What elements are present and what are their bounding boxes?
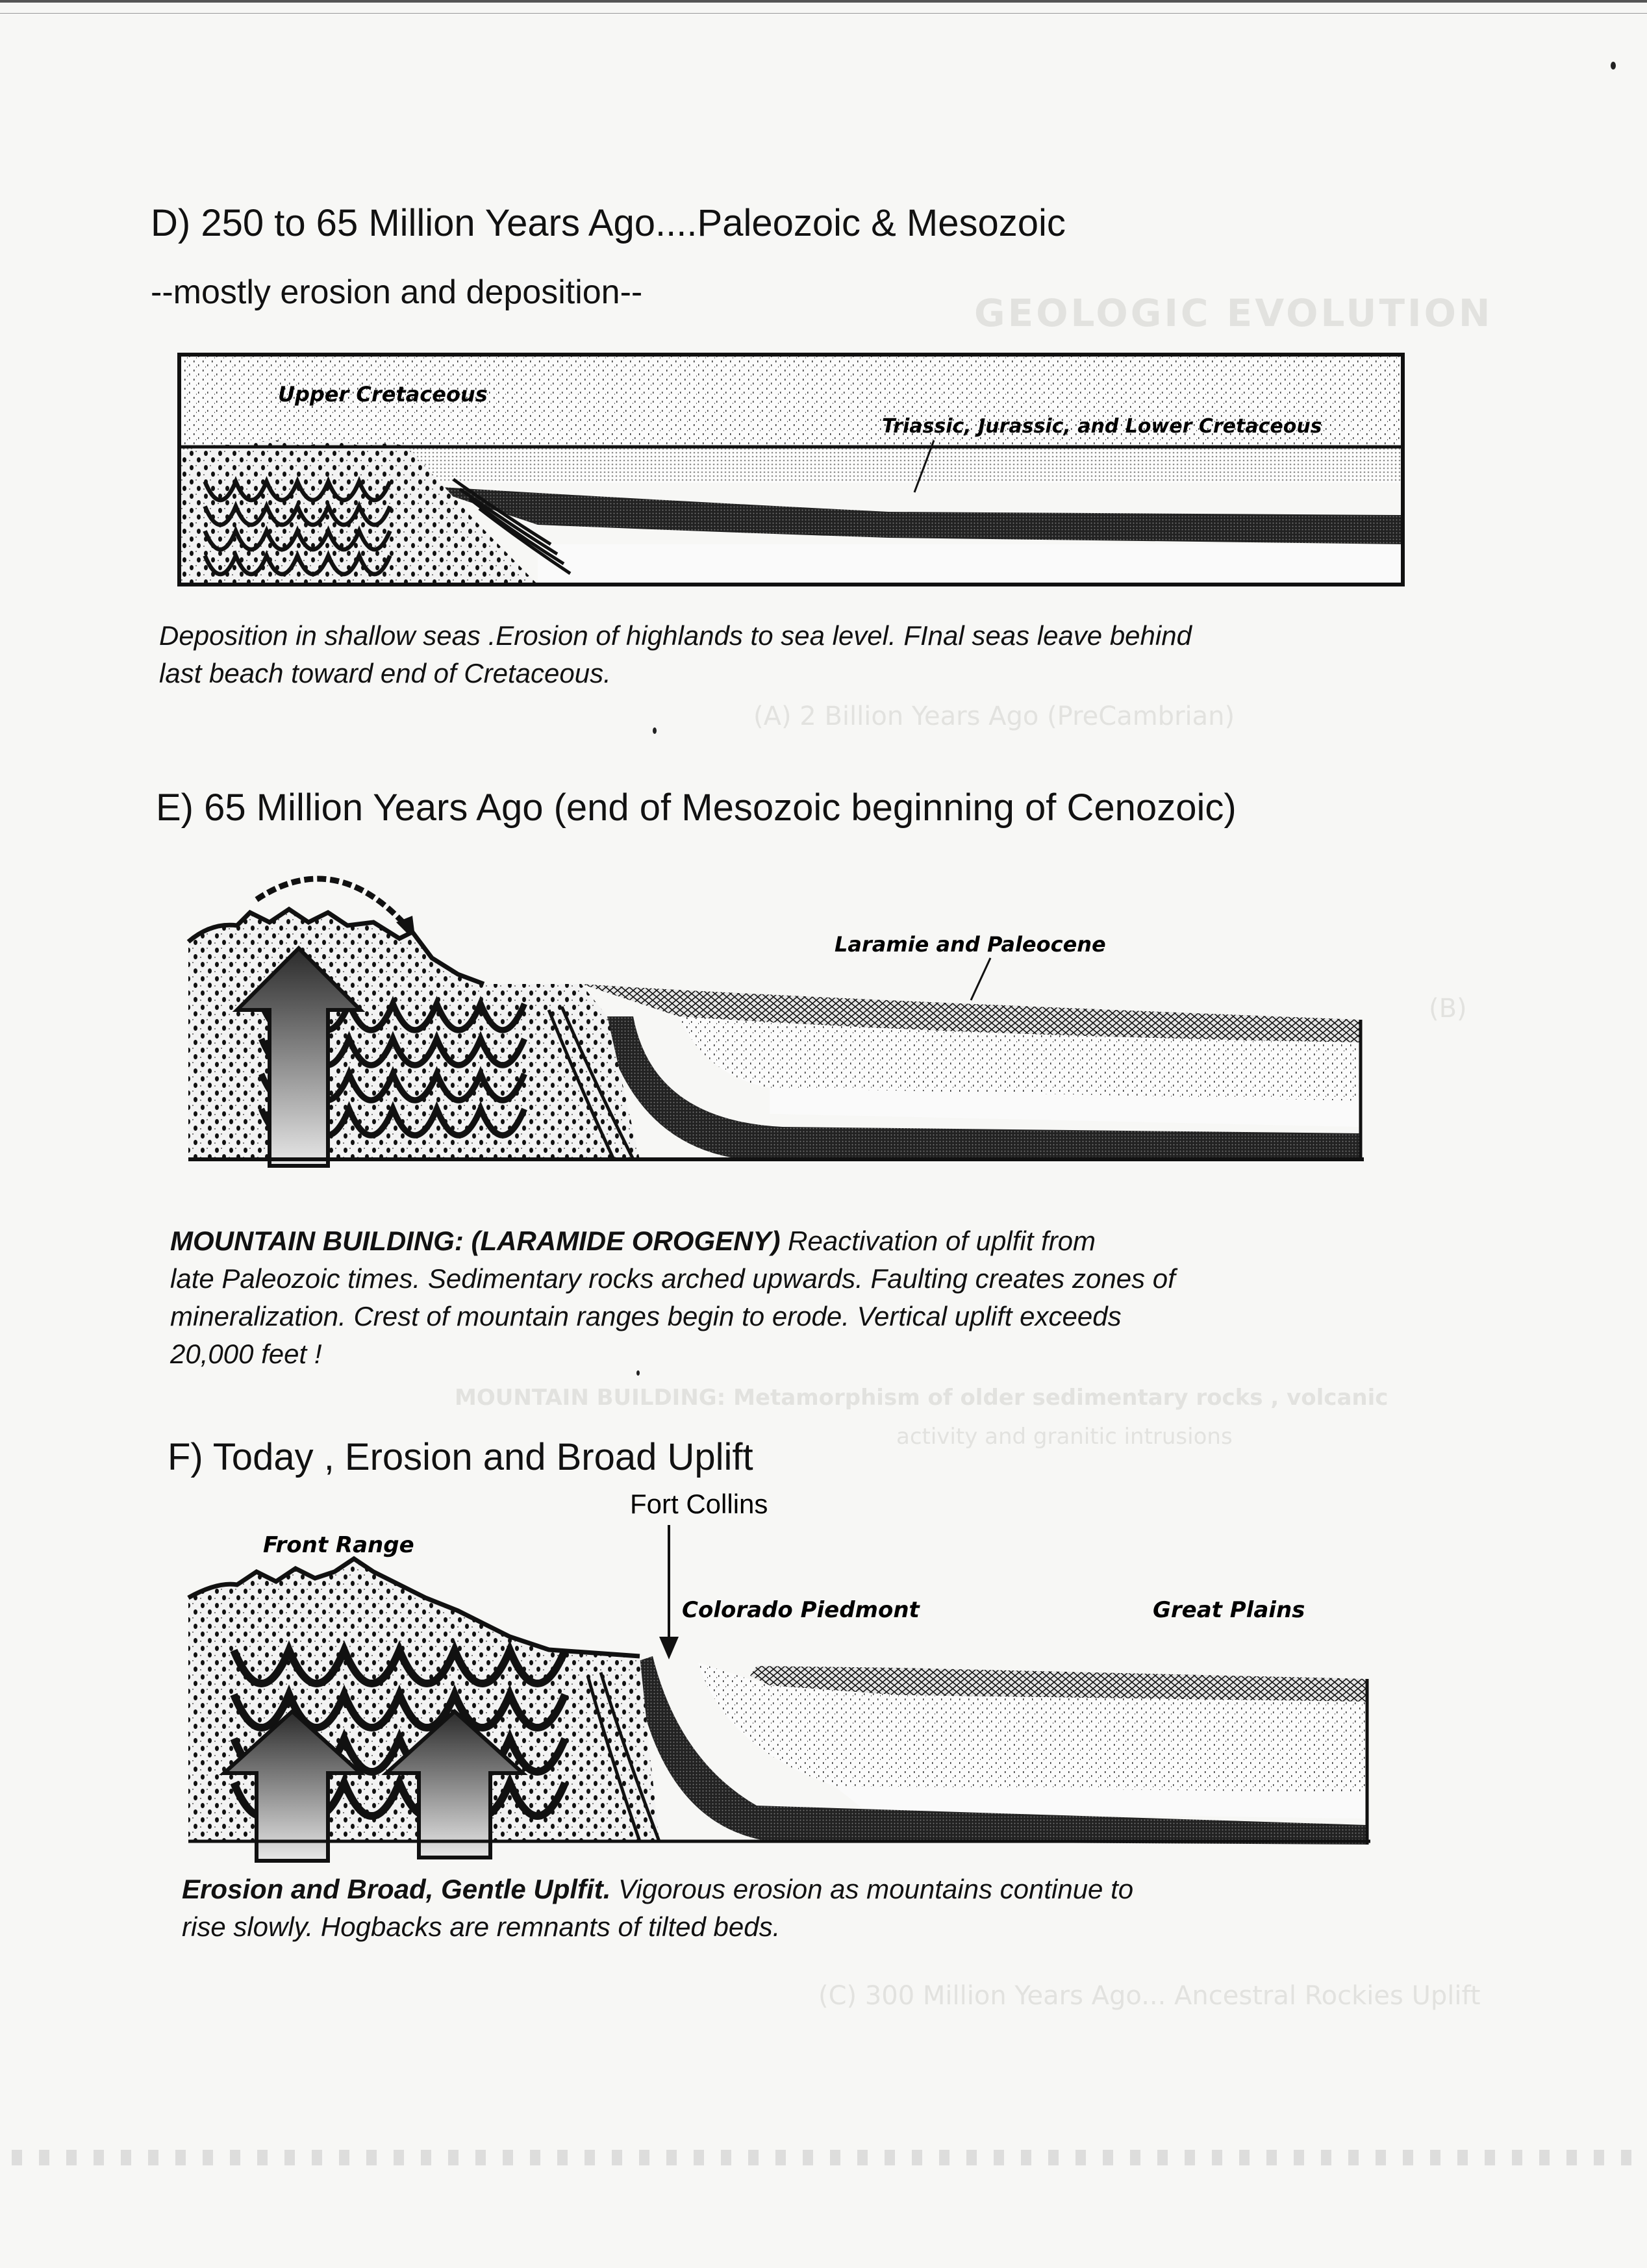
label-laramie-paleocene: Laramie and Paleocene: [835, 932, 1106, 957]
bleed-heading-c: (C) 300 Million Years Ago... Ancestral Rockies Uplift: [818, 1981, 1481, 2011]
section-d-subtitle: --mostly erosion and deposition--: [151, 273, 643, 311]
section-e-caption: [170, 1222, 1456, 1373]
label-triassic-jurassic: Triassic, Jurassic, and Lower Cretaceous: [882, 415, 1322, 438]
section-f-caption-bold: Erosion and Broad, Gentle Uplfit.: [182, 1874, 611, 1904]
section-d-title: D) 250 to 65 Million Years Ago....Paleozoic & Mesozoic: [151, 202, 1066, 244]
section-e-diagram: [185, 861, 1367, 1172]
bleed-banner: GEOLOGIC EVOLUTION: [974, 291, 1493, 335]
dark-band: [421, 486, 1403, 544]
section-d-caption-line-1: Deposition in shallow seas .Erosion of highlands to sea level. FInal seas leave behind: [159, 620, 1192, 651]
label-fort-collins: Fort Collins: [630, 1489, 768, 1519]
section-e-caption-line-1-rest: Reactivation of uplfit from: [780, 1226, 1096, 1256]
section-f-caption-line-1: [182, 1871, 1468, 1908]
page-top-edge: [0, 0, 1647, 3]
basement-plain: [538, 544, 1403, 585]
bleed-heading-b: (B): [1429, 994, 1467, 1024]
section-e-title: E) 65 Million Years Ago (end of Mesozoic beginning of Cenozoic): [156, 787, 1237, 829]
bleed-mountain-building: MOUNTAIN BUILDING: Metamorphism of older sedimentary rocks , volcanic: [455, 1385, 1389, 1411]
section-e-caption-bold: MOUNTAIN BUILDING: (LARAMIDE OROGENY): [170, 1226, 781, 1256]
section-e-caption-line-3: mineralization. Crest of mountain ranges begin to erode. Vertical uplift exceeds: [170, 1301, 1122, 1331]
perforation-strip: [0, 2150, 1647, 2165]
bleed-mountain-building-2: activity and granitic intrusions: [896, 1424, 1233, 1450]
section-e-caption-line-2: late Paleozoic times. Sedimentary rocks arched upwards. Faulting creates zones of: [170, 1263, 1176, 1294]
bleed-heading-a: (A) 2 Billion Years Ago (PreCambrian): [753, 701, 1235, 731]
page-top-crease: [0, 13, 1647, 14]
label-upper-cretaceous: Upper Cretaceous: [278, 382, 488, 407]
section-f-diagram: [185, 1487, 1387, 1864]
label-great-plains: Great Plains: [1153, 1597, 1305, 1623]
section-f-caption-line-2: rise slowly. Hogbacks are remnants of tilted beds.: [182, 1911, 781, 1942]
section-f-title: F) Today , Erosion and Broad Uplift: [168, 1436, 753, 1478]
dust-speck: [1611, 62, 1616, 69]
section-f-caption-line-1-rest: Vigorous erosion as mountains continue to: [610, 1874, 1134, 1904]
section-e-caption-line-1: [170, 1222, 1456, 1260]
mountain-mass-e: [188, 909, 640, 1159]
section-e-caption-line-4: 20,000 feet !: [170, 1339, 322, 1369]
dust-speck: [653, 727, 657, 734]
section-d-diagram: [174, 349, 1408, 590]
dust-speck: [636, 1370, 640, 1376]
section-d-caption-line-2: last beach toward end of Cretaceous.: [159, 658, 611, 688]
section-d-caption: [159, 617, 1445, 692]
label-front-range: Front Range: [263, 1532, 414, 1558]
section-f-caption: [182, 1871, 1468, 1946]
label-colorado-piedmont: Colorado Piedmont: [682, 1597, 920, 1623]
